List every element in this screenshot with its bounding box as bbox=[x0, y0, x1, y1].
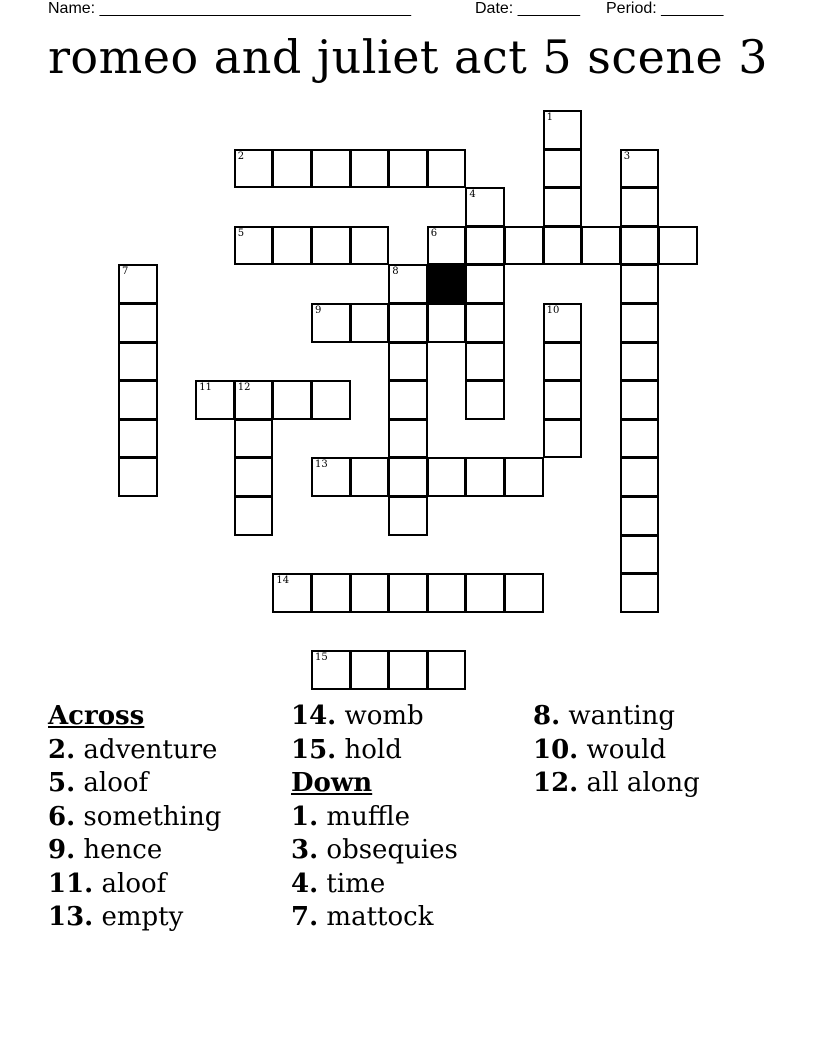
clue-list bbox=[48, 700, 768, 960]
crossword-cell[interactable] bbox=[504, 226, 544, 266]
crossword-cell[interactable] bbox=[543, 303, 583, 343]
clue-down-12: 12. all along bbox=[533, 768, 700, 798]
crossword-cell[interactable] bbox=[658, 226, 698, 266]
crossword-cell[interactable] bbox=[311, 457, 351, 497]
crossword-cell[interactable] bbox=[311, 573, 351, 613]
crossword-cell[interactable] bbox=[620, 149, 660, 189]
clue-number: 10 bbox=[546, 305, 560, 316]
clue-down-1: 1. muffle bbox=[291, 801, 410, 832]
crossword-cell[interactable] bbox=[388, 380, 428, 420]
crossword-cell[interactable] bbox=[388, 650, 428, 690]
clue-number: 9 bbox=[315, 305, 322, 316]
crossword-cell[interactable] bbox=[118, 264, 158, 304]
clue-number: 15 bbox=[315, 652, 328, 664]
crossword-cell[interactable] bbox=[620, 380, 660, 420]
clue-column-3 bbox=[533, 700, 773, 801]
crossword-cell[interactable] bbox=[465, 380, 505, 420]
crossword-cell[interactable] bbox=[465, 573, 505, 613]
crossword-cell[interactable] bbox=[620, 264, 660, 304]
crossword-cell[interactable] bbox=[388, 419, 428, 459]
crossword-cell[interactable] bbox=[465, 303, 505, 343]
clue-number: 1 bbox=[546, 112, 553, 123]
clue-down-7: 7. mattock bbox=[291, 902, 434, 932]
across-heading: Across bbox=[48, 701, 145, 731]
clue-down-3: 3. obsequies bbox=[291, 835, 458, 865]
period-field[interactable]: Period: _______ bbox=[606, 0, 724, 17]
crossword-cell[interactable] bbox=[620, 303, 660, 343]
crossword-cell[interactable] bbox=[504, 573, 544, 613]
clue-number: 6 bbox=[430, 227, 438, 239]
crossword-cell[interactable] bbox=[465, 187, 505, 227]
crossword-cell[interactable] bbox=[388, 496, 428, 536]
crossword-cell[interactable] bbox=[118, 419, 158, 459]
date-field[interactable]: Date: _______ bbox=[475, 0, 580, 17]
crossword-cell[interactable] bbox=[465, 342, 505, 382]
crossword-cell[interactable] bbox=[543, 110, 583, 150]
clue-number: 7 bbox=[122, 266, 129, 278]
crossword-cell[interactable] bbox=[543, 187, 583, 227]
crossword-cell[interactable] bbox=[234, 496, 274, 536]
page-title: romeo and juliet act 5 scene 3 bbox=[47, 30, 769, 84]
crossword-cell[interactable] bbox=[234, 149, 274, 189]
crossword-cell[interactable] bbox=[350, 573, 390, 613]
crossword-cell[interactable] bbox=[234, 457, 274, 497]
crossword-cell[interactable] bbox=[388, 457, 428, 497]
crossword-cell[interactable] bbox=[388, 149, 428, 189]
clue-across-2: 2. adventure bbox=[48, 734, 218, 765]
crossword-cell[interactable] bbox=[311, 149, 351, 189]
crossword-cell[interactable] bbox=[272, 380, 312, 420]
clue-number: 8 bbox=[392, 266, 399, 278]
crossword-cell[interactable] bbox=[581, 226, 621, 266]
clue-across-9: 9. hence bbox=[48, 835, 163, 865]
crossword-cell[interactable] bbox=[118, 342, 158, 382]
crossword-cell[interactable] bbox=[118, 303, 158, 343]
clue-number: 12 bbox=[237, 382, 251, 394]
crossword-cell[interactable] bbox=[272, 226, 312, 266]
crossword-cell[interactable] bbox=[427, 650, 467, 690]
crossword-cell[interactable] bbox=[620, 419, 660, 459]
clue-number: 4 bbox=[469, 189, 476, 201]
crossword-cell[interactable] bbox=[311, 380, 351, 420]
crossword-cell[interactable] bbox=[427, 226, 467, 266]
crossword-cell[interactable] bbox=[465, 226, 505, 266]
crossword-cell[interactable] bbox=[350, 650, 390, 690]
crossword-cell[interactable] bbox=[388, 303, 428, 343]
crossword-cell[interactable] bbox=[311, 650, 351, 690]
clue-across-5: 5. aloof bbox=[48, 768, 149, 798]
clue-down-8: 8. wanting bbox=[533, 701, 676, 731]
clue-across-6: 6. something bbox=[48, 801, 222, 832]
crossword-cell[interactable] bbox=[465, 457, 505, 497]
crossword-cell[interactable] bbox=[543, 419, 583, 459]
crossword-cell[interactable] bbox=[311, 226, 351, 266]
crossword-cell[interactable] bbox=[350, 457, 390, 497]
crossword-cell[interactable] bbox=[620, 535, 660, 575]
down-heading: Down bbox=[291, 768, 373, 798]
clue-column-2 bbox=[291, 700, 531, 935]
clue-number: 2 bbox=[237, 150, 245, 162]
crossword-cell[interactable] bbox=[427, 149, 467, 189]
name-field[interactable]: Name: ___________________________________ bbox=[48, 0, 412, 17]
crossword-cell[interactable] bbox=[620, 496, 660, 536]
clue-column-1 bbox=[48, 700, 288, 935]
clue-across-14: 14. womb bbox=[291, 701, 424, 731]
crossword-cell[interactable] bbox=[543, 342, 583, 382]
crossword-cell[interactable] bbox=[118, 457, 158, 497]
clue-across-13: 13. empty bbox=[48, 902, 184, 932]
crossword-cell[interactable] bbox=[504, 457, 544, 497]
clue-across-11: 11. aloof bbox=[48, 868, 167, 899]
crossword-cell[interactable] bbox=[427, 457, 467, 497]
crossword-cell[interactable] bbox=[350, 303, 390, 343]
crossword-cell[interactable] bbox=[543, 226, 583, 266]
crossword-cell[interactable] bbox=[427, 303, 467, 343]
crossword-cell[interactable] bbox=[272, 149, 312, 189]
crossword-cell[interactable] bbox=[388, 264, 428, 304]
crossword-cell[interactable] bbox=[118, 380, 158, 420]
crossword-cell[interactable] bbox=[543, 149, 583, 189]
clue-number: 3 bbox=[623, 150, 631, 162]
crossword-cell[interactable] bbox=[620, 573, 660, 613]
crossword-cell[interactable] bbox=[272, 573, 312, 613]
crossword-cell[interactable] bbox=[234, 380, 274, 420]
crossword-cell[interactable] bbox=[543, 380, 583, 420]
clue-number: 11 bbox=[199, 382, 212, 394]
clue-number: 5 bbox=[237, 227, 245, 239]
crossword-cell[interactable] bbox=[427, 573, 467, 613]
crossword-cell[interactable] bbox=[620, 457, 660, 497]
crossword-cell[interactable] bbox=[234, 419, 274, 459]
clue-number: 13 bbox=[315, 459, 328, 471]
crossword-block bbox=[427, 264, 467, 304]
clue-across-15: 15. hold bbox=[291, 734, 402, 765]
crossword-cell[interactable] bbox=[234, 226, 274, 266]
crossword-cell[interactable] bbox=[350, 149, 390, 189]
crossword-cell[interactable] bbox=[350, 226, 390, 266]
clue-down-4: 4. time bbox=[291, 868, 386, 899]
clue-number: 14 bbox=[276, 575, 290, 587]
crossword-cell[interactable] bbox=[311, 303, 351, 343]
crossword-cell[interactable] bbox=[620, 187, 660, 227]
crossword-cell[interactable] bbox=[465, 264, 505, 304]
crossword-cell[interactable] bbox=[388, 573, 428, 613]
crossword-cell[interactable] bbox=[195, 380, 235, 420]
crossword-cell[interactable] bbox=[620, 226, 660, 266]
crossword-cell[interactable] bbox=[388, 342, 428, 382]
crossword-cell[interactable] bbox=[620, 342, 660, 382]
clue-down-10: 10. would bbox=[533, 734, 667, 765]
